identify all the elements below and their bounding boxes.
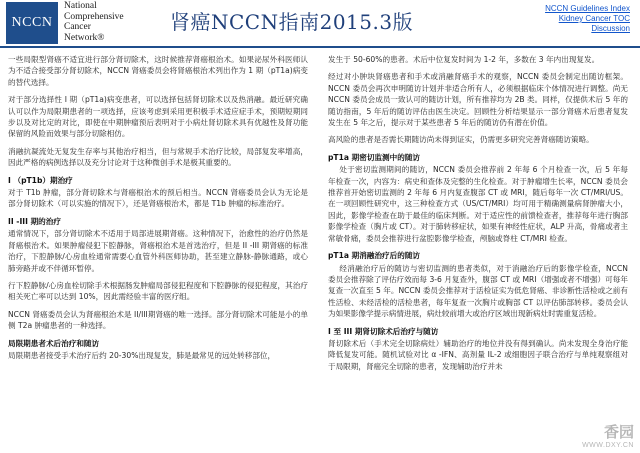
watermark xyxy=(582,421,634,449)
paragraph: 局限期患者接受手术治疗后约 20-30%出现复发，肺是最常见的远处转移部位， xyxy=(8,350,276,360)
paragraph: 发生于 50-60%的患者。术后中位复发时间为 1-2 年，多数在 3 年内出现复发。 xyxy=(328,55,600,64)
logo-line: National xyxy=(64,1,97,11)
paragraph: 对于 T1b 肿瘤，部分肾切除术与肾癌根治术的预后相当。NCCN 肾癌委员会认为无论是部分肾切除术（可以实施的情况下），还是肾癌根治术，都是 T1b 肿瘤的标准治疗。 xyxy=(8,188,308,209)
logo-line: Cancer xyxy=(64,22,91,32)
logo-line: Network® xyxy=(64,32,105,43)
logo-line: Comprehensive xyxy=(64,11,124,22)
paragraph: 对于部分选择性 I 期（pT1a)病变患者，可以选择包括肾切除术以及热消融。最近研究确认可以作为局限期患者的一项选择，应该考虑到采用更积极手术适应症手术，预期短期同步以及对比定的对比，即使在中期肿瘤预后表明对于小病灶肾切除术具有优越性及肾功能保留的风险而效果与部分切除相仿。 xyxy=(8,95,308,139)
paragraph: 处于密切监测期间的随访，NCCN 委员会推荐前 2 年每 6 个月检查一次，后 5 年每年检查一次，内容为：病史和查体及完整的生化检查。对于肿瘤增生长率，NCCN 委员会推荐首开始密切监测的 2 年每 6 月内复查腹部 CT 或 MRI，随后每年一次 CT/MRI/US。在一项回顾性研究中，这三种检查方式（US/CT/MRI）均可用于精确测量病肾肿瘤大小，因此，影像学检查在助于最佳的临床判断。对于适应性的前馈检查者，推荐每年进行胸部影像学检查（胸片或 CT）。对于肺转移症状，如果有神经性症状，ALP 升高，骨痛或者主常敏骨痛，委员会推荐进行盆腔影像学检查，颅脑或脊柱 CT/MRI 检查。 xyxy=(328,165,628,243)
kidney-cancer-toc-link[interactable]: Kidney Cancer TOC xyxy=(558,14,630,23)
header-divider xyxy=(0,46,640,48)
paragraph: 行下腔静脉/心房血栓切除手术根据肠发肿瘤局部侵犯程度和下腔静脉的侵犯程度，其治疗相关死亡率可以达到 10%，因此需经验丰富的医疗组。 xyxy=(8,280,308,302)
paragraph: 高风险的患者是否需长期随访尚未得到证实，仍需更多研究完善肾癌随访策略。 xyxy=(328,135,594,145)
section-heading: II -III 期的治疗 xyxy=(8,216,61,226)
nccn-logo[interactable] xyxy=(6,2,58,44)
paragraph: 通常情况下，部分肾切除术不适用于局部进展期肾癌。这种情况下，治愈性的治疗仍然是肾癌根治术。如果肿瘤侵犯下腔静脉，肾癌根治术是首选治疗，但是 II -III 期肾癌的标准治疗，下腔静脉/心房血栓通常需要心血管外科医师协助，甚至建立静脉-静脉通路，或心肺旁路并或不伴循环暂停。 xyxy=(8,229,308,273)
paragraph: 经过对小肿块肾癌患者和手术或消融肾癌手术的观察，NCCN 委员会制定出随访框架。NCCN 委员会再次申明随访计划并非适合所有人，必须根据临床个体情况进行调整。尚无 NCCN 委员会成员一致认可的随访计划，所有推荐均为 2B 类。同样，仅提供术后 5 年的随访指南，5 年后的随访评估由医生决定。回顾性分析结果显示一部分肾癌术后患者复发发生在 5 年之后，提示对于某些患者 5 年后的随访仍有潜在价值。 xyxy=(328,72,628,128)
logo-abbr: NCCN xyxy=(11,15,53,30)
paragraph: 一些局限型肾癌不适宜进行部分肾切除术，这时候推荐肾癌根治术。如果泌尿外科医师认为不适合接受部分肾切除术，NCCN 肾癌委员会将肾癌根治术列出作为 1 期（pT1a)病变的替代选择。 xyxy=(8,55,308,87)
guideline-nav-links xyxy=(545,4,630,34)
paragraph: 经消融治疗后的随访与密切监测的患者类似，对于消融治疗后的影像学检查，NCCN 委员会推荐除了评估疗效而每 3-6 月复查外，腹部 CT 或 MRI（增强或者不增强）可每年复查一次直至 5 年。NCCN 委员会推荐对于活检证实为低危肾癌、非诊断性活检或之前有性活检、未经活检的活检患者，每年复查一次胸片或胸部 CT 以评估肺部转移。委员会认为如果影像学提示病情进展，病灶较前增大或治疗区域出现新病灶时需重复活检。 xyxy=(328,263,628,319)
left-text-column xyxy=(8,54,308,367)
section-heading: pT1a 期密切监测中的随访 xyxy=(328,152,421,162)
watermark-url: WWW.DXY.CN xyxy=(582,442,634,449)
page-header xyxy=(0,0,640,46)
section-heading: 局限期患者术后治疗和随访 xyxy=(8,338,100,348)
watermark-logo-text: 香园 xyxy=(603,424,634,441)
paragraph: 消融抗凝流处无复发生存率与其他治疗相当，但与常规手术治疗比较，局部复发率增高，因此严格的病例选择以及充分讨论对于这种微创手术是极其重要的。 xyxy=(8,146,308,168)
section-heading: I 至 III 期肾切除术后治疗与随访 xyxy=(328,326,439,336)
guidelines-index-link[interactable]: NCCN Guidelines Index xyxy=(545,4,630,13)
paragraph: 肾切除术后（手术完全切除病灶）辅助治疗的地位并没有得到确认。尚未发现全身治疗能降低复发可能。随机试验对比 α -IFN、高剂量 IL-2 或细胞因子联合治疗与单纯观察组对于局限期，肾癌完全切除的患者，发现辅助治疗并未 xyxy=(328,338,628,371)
section-heading: I （pT1b）期治疗 xyxy=(8,175,73,185)
paragraph: NCCN 肾癌委员会认为肾癌根治术是 II/III期肾癌的唯一选择。部分肾切除术可能是小的单侧 T2a 肿瘤患者的一种选择。 xyxy=(8,309,308,331)
logo-org-name xyxy=(64,1,124,43)
section-heading: pT1a 期消融治疗后的随访 xyxy=(328,251,421,261)
discussion-link[interactable]: Discussion xyxy=(591,24,630,33)
right-text-column xyxy=(328,54,628,378)
page-title: 肾癌NCCN指南2015.3版 xyxy=(170,10,414,34)
